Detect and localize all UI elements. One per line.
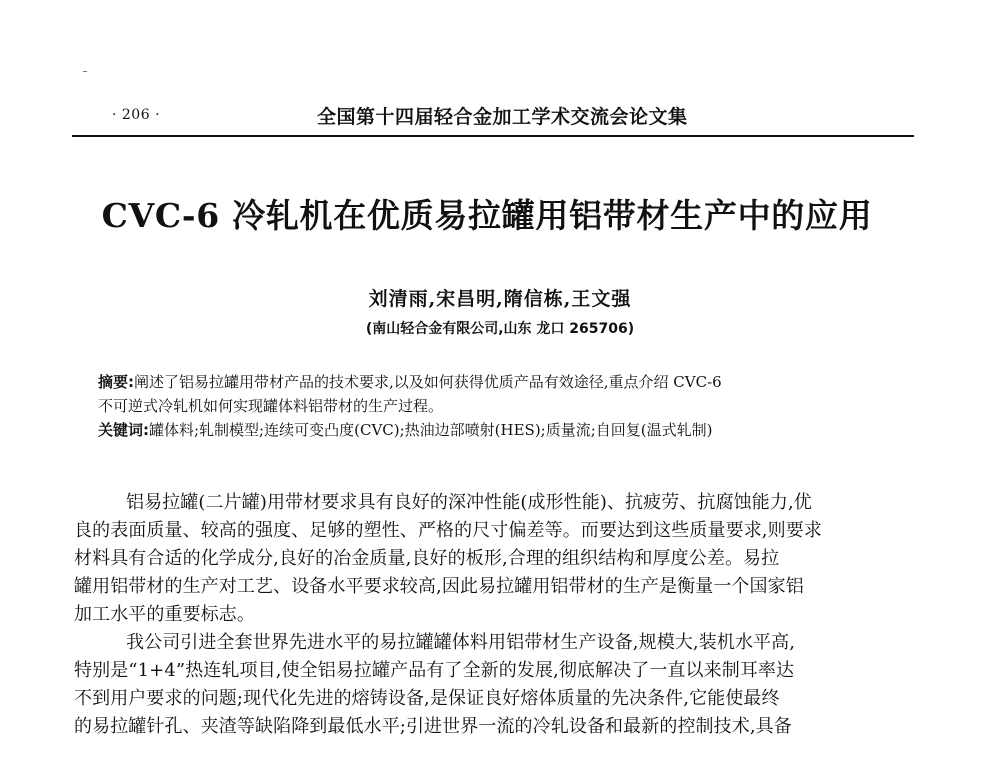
abstract-block — [98, 370, 906, 442]
body-line: 的易拉罐针孔、夹渣等缺陷降到最低水平;引进世界一流的冷轧设备和最新的控制技术,具备 — [74, 716, 792, 737]
body-line: 不到用户要求的问题;现代化先进的熔铸设备,是保证良好熔体质量的先决条件,它能使最终 — [74, 688, 780, 709]
body-line: 特别是“1+4”热连轧项目,使全铝易拉罐产品有了全新的发展,彻底解决了一直以来制耳率达 — [74, 660, 795, 681]
body-line: 加工水平的重要标志。 — [74, 604, 255, 625]
body-line: 铝易拉罐(二片罐)用带材要求具有良好的深冲性能(成形性能)、抗疲劳、抗腐蚀能力,优 — [126, 492, 812, 513]
keywords-text: 罐体料;轧制模型;连续可变凸度(CVC);热油边部喷射(HES);质量流;自回复(温式轧制) — [149, 421, 713, 439]
body-line: 我公司引进全套世界先进水平的易拉罐罐体料用铝带材生产设备,规模大,装机水平高, — [126, 632, 796, 653]
abstract-label: 摘要: — [98, 373, 134, 391]
abstract-text: 阐述了铝易拉罐用带材产品的技术要求,以及如何获得优质产品有效途径,重点介绍 CVC-6 — [134, 373, 722, 391]
author-list: 刘清雨,宋昌明,隋信栋,王文强 — [368, 288, 632, 310]
scan-mark — [83, 71, 87, 72]
keywords-label: 关键词: — [98, 421, 149, 439]
paper-title: CVC-6 冷轧机在优质易拉罐用铝带材生产中的应用 — [101, 196, 873, 235]
body-line: 材料具有合适的化学成分,良好的冶金质量,良好的板形,合理的组织结构和厚度公差。易拉 — [74, 548, 780, 569]
abstract-line — [98, 370, 906, 394]
author-affiliation: (南山轻合金有限公司,山东 龙口 265706) — [365, 321, 635, 337]
body-text — [74, 489, 918, 741]
body-line: 罐用铝带材的生产对工艺、设备水平要求较高,因此易拉罐用铝带材的生产是衡量一个国家铝 — [74, 576, 804, 597]
page-number: · 206 · — [112, 107, 161, 123]
running-header — [72, 99, 914, 137]
body-line: 良的表面质量、较高的强度、足够的塑性、严格的尺寸偏差等。而要达到这些质量要求,则要求 — [74, 520, 822, 541]
keywords-line — [98, 418, 906, 442]
abstract-line: 不可逆式冷轧机如何实现罐体料铝带材的生产过程。 — [98, 397, 444, 415]
proceedings-title: 全国第十四届轻合金加工学术交流会论文集 — [317, 106, 688, 128]
